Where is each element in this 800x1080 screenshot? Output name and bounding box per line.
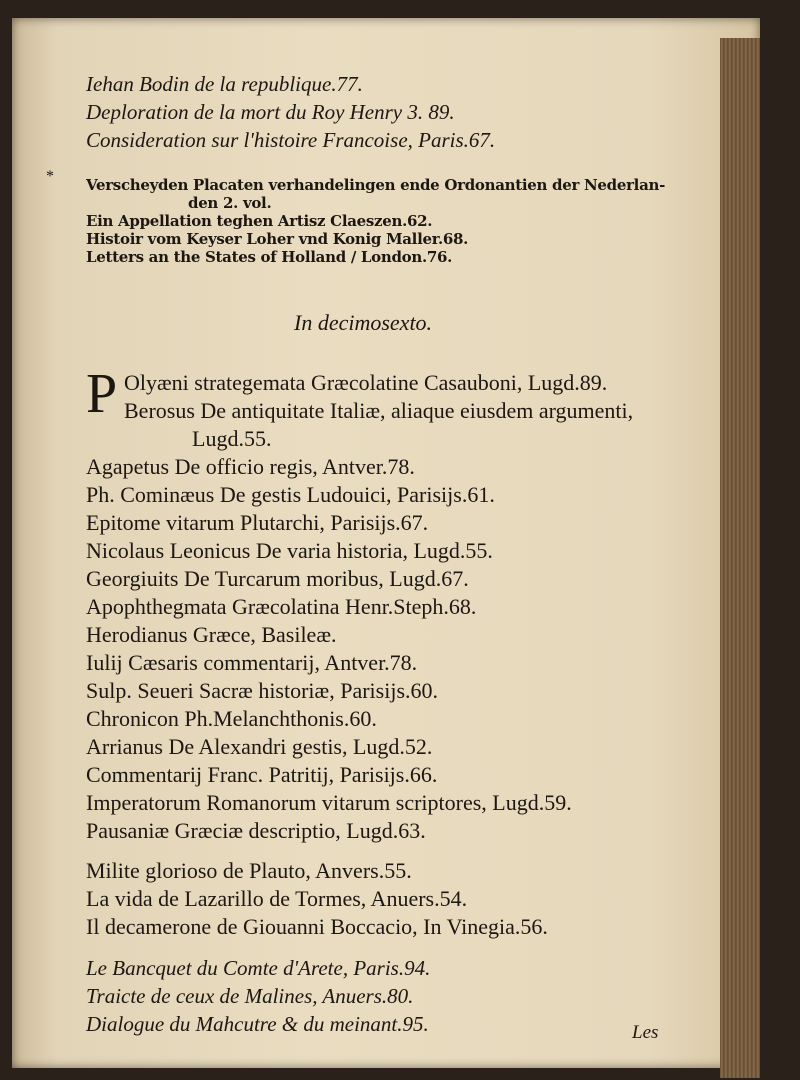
dutch-entry: Ein Appellation teghen Artisz Claeszen.62. [86, 212, 433, 230]
french-entry: Iehan Bodin de la republique.77. [86, 72, 363, 96]
dutch-entry: den 2. vol. [188, 194, 272, 212]
latin-entry: Berosus De antiquitate Italiæ, aliaque eiusdem argumenti, [124, 398, 634, 423]
latin-entry: Commentarij Franc. Patritij, Parisijs.66. [86, 762, 438, 787]
latin-entry: Chronicon Ph.Melanchthonis.60. [86, 706, 377, 731]
latin-entry: Pausaniæ Græciæ descriptio, Lugd.63. [86, 818, 426, 843]
latin-entry: Nicolaus Leonicus De varia historia, Lugd.55. [86, 538, 493, 563]
french-entry: Traicte de ceux de Malines, Anuers.80. [86, 984, 414, 1008]
vernacular-entry: Il decamerone de Giouanni Boccacio, In Vinegia.56. [86, 914, 548, 939]
french-entry: Le Bancquet du Comte d'Arete, Paris.94. [86, 956, 431, 980]
page-edge [720, 38, 760, 1078]
margin-mark: * [46, 168, 54, 185]
section-heading: In decimosexto. [294, 310, 433, 335]
latin-entry: Agapetus De officio regis, Antver.78. [86, 454, 415, 479]
vernacular-entry: Milite glorioso de Plauto, Anvers.55. [86, 858, 412, 883]
latin-entry: Ph. Cominæus De gestis Ludouici, Parisijs.61. [86, 482, 495, 507]
latin-entry: Iulij Cæsaris commentarij, Antver.78. [86, 650, 418, 675]
vernacular-entry: La vida de Lazarillo de Tormes, Anuers.54. [86, 886, 468, 911]
book-page [12, 18, 760, 1068]
latin-entry: Georgiuits De Turcarum moribus, Lugd.67. [86, 566, 469, 591]
drop-cap: P [86, 363, 118, 425]
latin-entry: Arrianus De Alexandri gestis, Lugd.52. [86, 734, 433, 759]
french-entry: Deploration de la mort du Roy Henry 3. 89. [86, 100, 455, 124]
latin-entry: Lugd.55. [192, 426, 272, 451]
dutch-entry: Histoir vom Keyser Loher vnd Konig Maller.68. [86, 230, 469, 248]
french-entry: Consideration sur l'histoire Francoise, Paris.67. [86, 128, 496, 152]
catchword: Les [632, 1022, 659, 1043]
latin-entry: Apophthegmata Græcolatina Henr.Steph.68. [86, 594, 477, 619]
latin-entry: Olyæni strategemata Græcolatine Casauboni, Lugd.89. [124, 370, 608, 395]
dutch-entry: Letters an the States of Holland / London.76. [86, 248, 453, 266]
latin-entry: Imperatorum Romanorum vitarum scriptores, Lugd.59. [86, 790, 572, 815]
dutch-entry: Verscheyden Placaten verhandelingen ende Ordonantien der Nederlan- [86, 176, 666, 194]
french-entry: Dialogue du Mahcutre & du meinant.95. [86, 1012, 429, 1036]
latin-entry: Epitome vitarum Plutarchi, Parisijs.67. [86, 510, 429, 535]
latin-entry: Sulp. Seueri Sacræ historiæ, Parisijs.60. [86, 678, 438, 703]
latin-entry: Herodianus Græce, Basileæ. [86, 622, 337, 647]
